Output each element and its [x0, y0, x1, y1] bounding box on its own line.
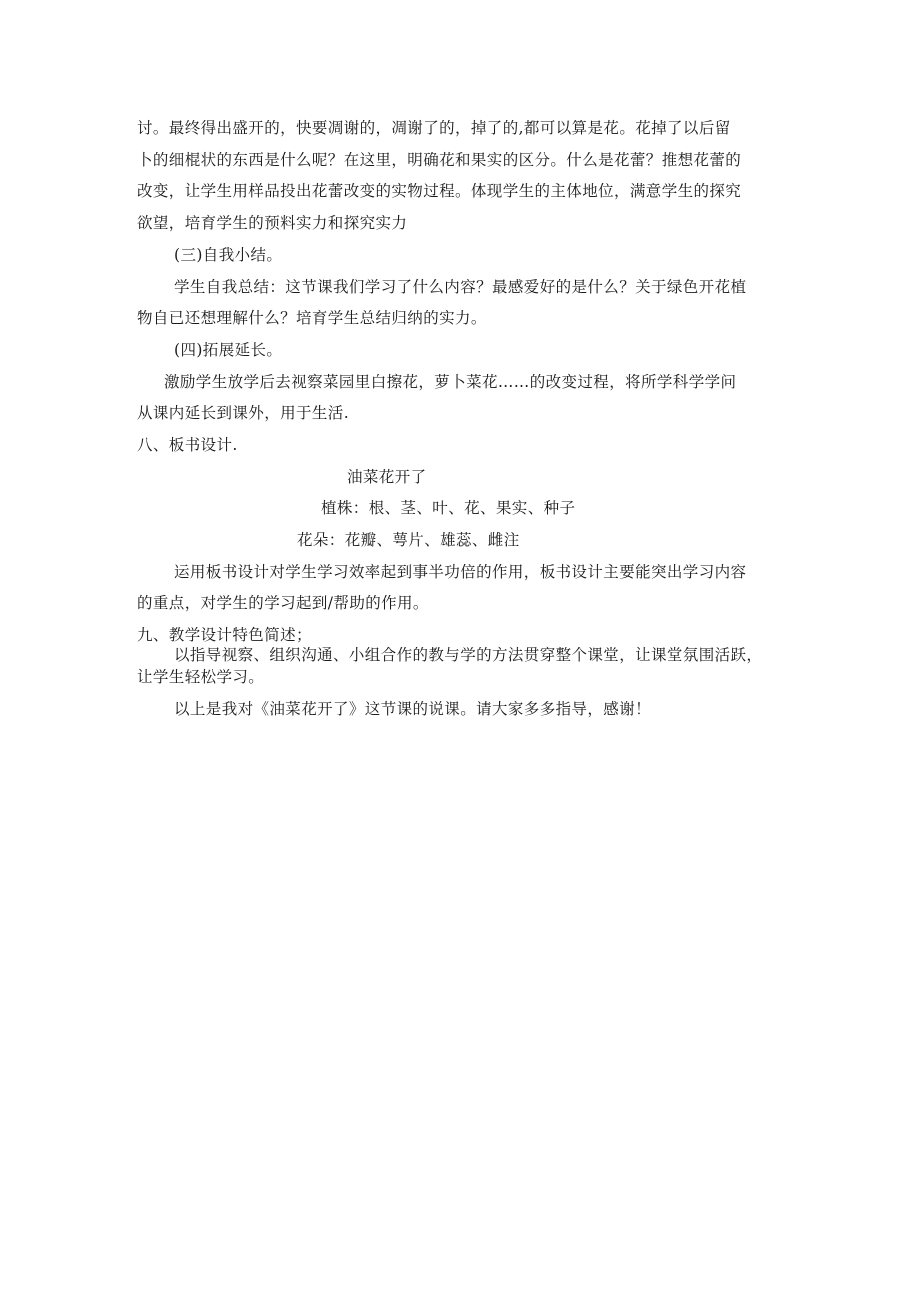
paragraph-line: 卜的细棍状的东西是什么呢？在这里，明确花和果实的区分。什么是花蕾？推想花蕾的 — [137, 151, 742, 169]
paragraph-line: 从课内延长到课外，用于生活. — [137, 404, 350, 422]
paragraph-line: 激励学生放学后去视察菜园里白擦花，萝卜菜花……的改变过程，将所学科学学问 — [164, 373, 737, 391]
board-line: 植株：根、茎、叶、花、果实、种子 — [321, 499, 576, 517]
paragraph-line: 以上是我对《油菜花开了》这节课的说课。请大家多多指导，感谢！ — [174, 700, 652, 718]
section-heading: 八、板书设计. — [137, 436, 238, 454]
paragraph-line: 运用板书设计对学生学习效率起到事半功倍的作用，板书设计主要能突出学习内容 — [174, 563, 747, 581]
paragraph-line: 欲望，培育学生的预料实力和探究实力 — [137, 214, 408, 232]
board-title: 油菜花开了 — [347, 468, 427, 486]
board-line: 花朵：花瓣、萼片、雄蕊、雌注 — [297, 531, 520, 549]
paragraph-line: 学生自我总结：这节课我们学习了什么内容？最感爱好的是什么？关于绿色开花植 — [174, 278, 747, 296]
section-heading: (四)拓展延长。 — [174, 341, 283, 359]
paragraph-line: 的重点，对学生的学习起到/帮助的作用。 — [137, 594, 429, 612]
paragraph-line: 讨。最终得出盛开的，快要凋谢的，凋谢了的，掉了的,都可以算是花。花掉了以后留 — [137, 119, 731, 137]
paragraph-line: 物自已还想理解什么？培育学生总结归纳的实力。 — [137, 309, 487, 327]
paragraph-line: 改变，让学生用样品投出花蕾改变的实物过程。体现学生的主体地位，满意学生的探究 — [137, 182, 742, 200]
section-heading: 九、教学设计特色简述； — [137, 626, 312, 644]
paragraph-line: 以指导视察、组织沟通、小组合作的教与学的方法贯穿整个课堂，让课堂氛围活跃， — [174, 646, 763, 664]
section-heading: (三)自我小结。 — [174, 246, 283, 264]
paragraph-line: 让学生轻松学习。 — [137, 668, 265, 686]
